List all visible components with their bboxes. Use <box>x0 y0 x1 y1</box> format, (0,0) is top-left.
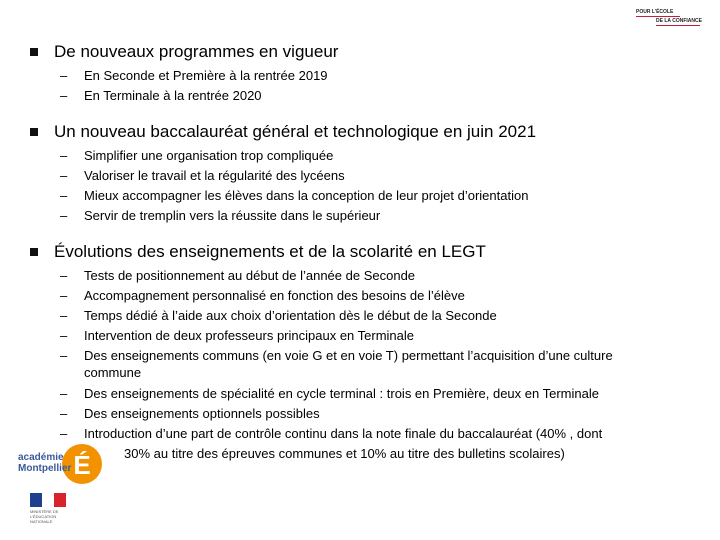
academie-montpellier-logo <box>18 444 108 488</box>
dash-bullet: – <box>60 168 68 183</box>
list-item-text: Intervention de deux professeurs principaux en Terminale <box>84 328 415 343</box>
logo-line-1: POUR L'ÉCOLE <box>636 9 674 15</box>
ministry-caption: MINISTÈRE DE L'ÉDUCATION NATIONALE <box>30 509 59 524</box>
dash-bullet: – <box>60 148 68 163</box>
dash-bullet: – <box>60 208 68 223</box>
list-item-text: Des enseignements communs (en voie G et en voie T) permettant l’acquisition d’une culture <box>84 348 613 363</box>
logo-bar-2 <box>656 25 700 26</box>
list-item-text: En Seconde et Première à la rentrée 2019 <box>84 68 328 83</box>
dash-bullet: – <box>60 426 68 441</box>
dash-bullet: – <box>60 308 68 323</box>
dash-bullet: – <box>60 328 68 343</box>
list-item-text: Valoriser le travail et la régularité des lycéens <box>84 168 345 183</box>
logo-line-2: DE LA CONFIANCE <box>656 18 702 24</box>
academie-logo-text: académie Montpellier <box>18 452 72 474</box>
square-bullet-icon <box>30 128 38 136</box>
list-item-text: Accompagnement personnalisé en fonction des besoins de l’élève <box>84 288 465 303</box>
section-heading: Un nouveau baccalauréat général et technologique en juin 2021 <box>54 122 537 141</box>
list-item-text: commune <box>84 365 142 380</box>
section-heading: De nouveaux programmes en vigueur <box>54 42 339 61</box>
dash-bullet: – <box>60 188 68 203</box>
section-heading: Évolutions des enseignements et de la scolarité en LEGT <box>54 242 486 261</box>
logo-line-2-wrap <box>636 18 702 26</box>
list-item-text: Mieux accompagner les élèves dans la conception de leur projet d’orientation <box>84 188 529 203</box>
dash-bullet: – <box>60 268 68 283</box>
dash-bullet: – <box>60 88 68 103</box>
list-item-text: Des enseignements optionnels possibles <box>84 406 320 421</box>
list-item-text: Servir de tremplin vers la réussite dans le supérieur <box>84 208 381 223</box>
dash-bullet: – <box>60 68 68 83</box>
list-item-text: Introduction d’une part de contrôle continu dans la note finale du baccalauréat (40% , dont <box>84 426 603 441</box>
dash-bullet: – <box>60 386 68 401</box>
list-item-text: Des enseignements de spécialité en cycle terminal : trois en Première, deux en Terminale <box>84 386 599 401</box>
square-bullet-icon <box>30 248 38 256</box>
french-flag-icon <box>30 493 66 507</box>
dash-bullet: – <box>60 406 68 421</box>
list-item-text: Tests de positionnement au début de l’année de Seconde <box>84 268 416 283</box>
pour-l-ecole-logo <box>636 9 702 27</box>
academie-e-icon: É <box>62 444 102 484</box>
list-item-text: Simplifier une organisation trop compliquée <box>84 148 334 163</box>
list-item-text: 30% au titre des épreuves communes et 10% au titre des bulletins scolaires) <box>124 446 565 461</box>
list-item-text: En Terminale à la rentrée 2020 <box>84 88 262 103</box>
republique-francaise-logo <box>30 493 66 524</box>
dash-bullet: – <box>60 348 68 363</box>
logo-bar <box>636 16 680 17</box>
dash-bullet: – <box>60 288 68 303</box>
list-item-text: Temps dédié à l’aide aux choix d’orientation dès le début de la Seconde <box>84 308 497 323</box>
square-bullet-icon <box>30 48 38 56</box>
